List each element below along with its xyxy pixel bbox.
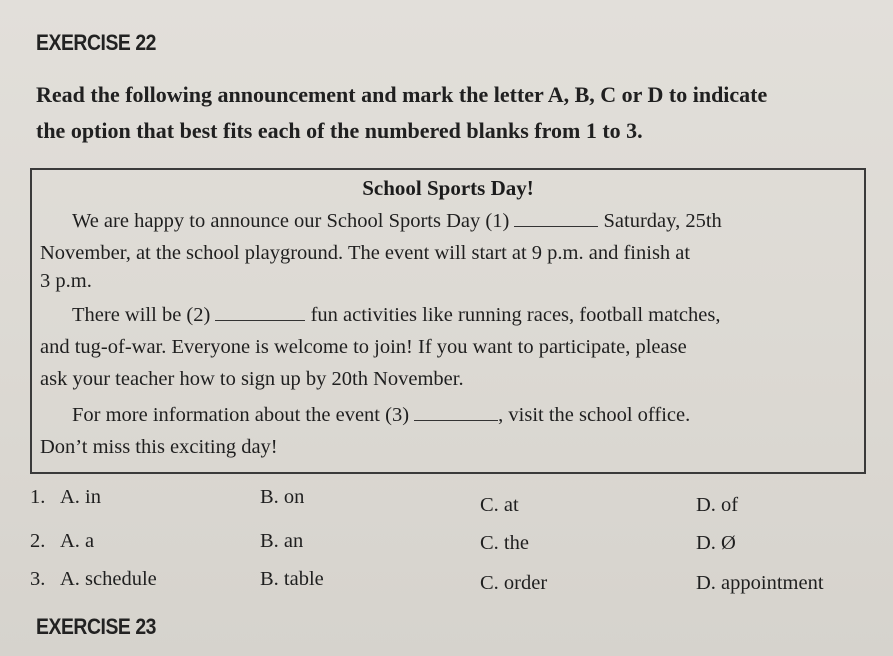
- blank-3: [414, 404, 498, 421]
- option-d[interactable]: D. appointment: [696, 572, 824, 594]
- paragraph-1-line-1: [72, 210, 722, 233]
- paragraph-1-line-2: November, at the school playground. The event will start at 9 p.m. and finish at: [40, 242, 691, 264]
- text-after-blank-1: Saturday, 25th: [603, 210, 722, 232]
- paragraph-2-line-3: ask your teacher how to sign up by 20th November.: [40, 368, 464, 390]
- paragraph-2-line-1: [72, 304, 720, 327]
- option-a[interactable]: A. a: [60, 530, 95, 552]
- question-3: [0, 568, 893, 598]
- question-number: 3.: [30, 568, 46, 590]
- question-number: 1.: [30, 486, 46, 508]
- text-after-blank-3: , visit the school office.: [498, 404, 691, 426]
- option-a[interactable]: A. in: [60, 486, 101, 508]
- question-number: 2.: [30, 530, 46, 552]
- next-exercise-title: EXERCISE 23: [36, 614, 156, 639]
- blank-1: [514, 210, 598, 227]
- announcement-title: School Sports Day!: [362, 176, 534, 200]
- text-after-blank-2: fun activities like running races, football matches,: [310, 304, 721, 326]
- instruction-line-1: Read the following announcement and mark the letter A, B, C or D to indicate: [36, 82, 768, 107]
- text-before-blank-3: For more information about the event (3): [72, 404, 410, 426]
- instruction-line-2: the option that best fits each of the numbered blanks from 1 to 3.: [36, 118, 643, 143]
- question-2: [0, 530, 893, 560]
- blank-2: [215, 304, 305, 321]
- announcement-box: [30, 168, 866, 474]
- paragraph-2-line-2: and tug-of-war. Everyone is welcome to join! If you want to participate, please: [40, 336, 687, 358]
- option-a[interactable]: A. schedule: [60, 568, 157, 590]
- option-b[interactable]: B. on: [260, 486, 305, 508]
- paragraph-3-line-2: Don’t miss this exciting day!: [40, 436, 278, 458]
- option-d[interactable]: D. of: [696, 494, 739, 516]
- paragraph-1-line-3: 3 p.m.: [40, 270, 92, 292]
- option-c[interactable]: C. order: [480, 572, 548, 594]
- option-c[interactable]: C. the: [480, 532, 529, 554]
- text-before-blank-2: There will be (2): [72, 304, 211, 326]
- option-c[interactable]: C. at: [480, 494, 519, 516]
- option-b[interactable]: B. an: [260, 530, 304, 552]
- text-before-blank-1: We are happy to announce our School Sports Day (1): [72, 210, 510, 232]
- question-1: [0, 486, 893, 516]
- paragraph-3-line-1: [72, 404, 690, 427]
- option-d[interactable]: D. Ø: [696, 532, 736, 554]
- exercise-title: EXERCISE 22: [36, 30, 156, 55]
- option-b[interactable]: B. table: [260, 568, 324, 590]
